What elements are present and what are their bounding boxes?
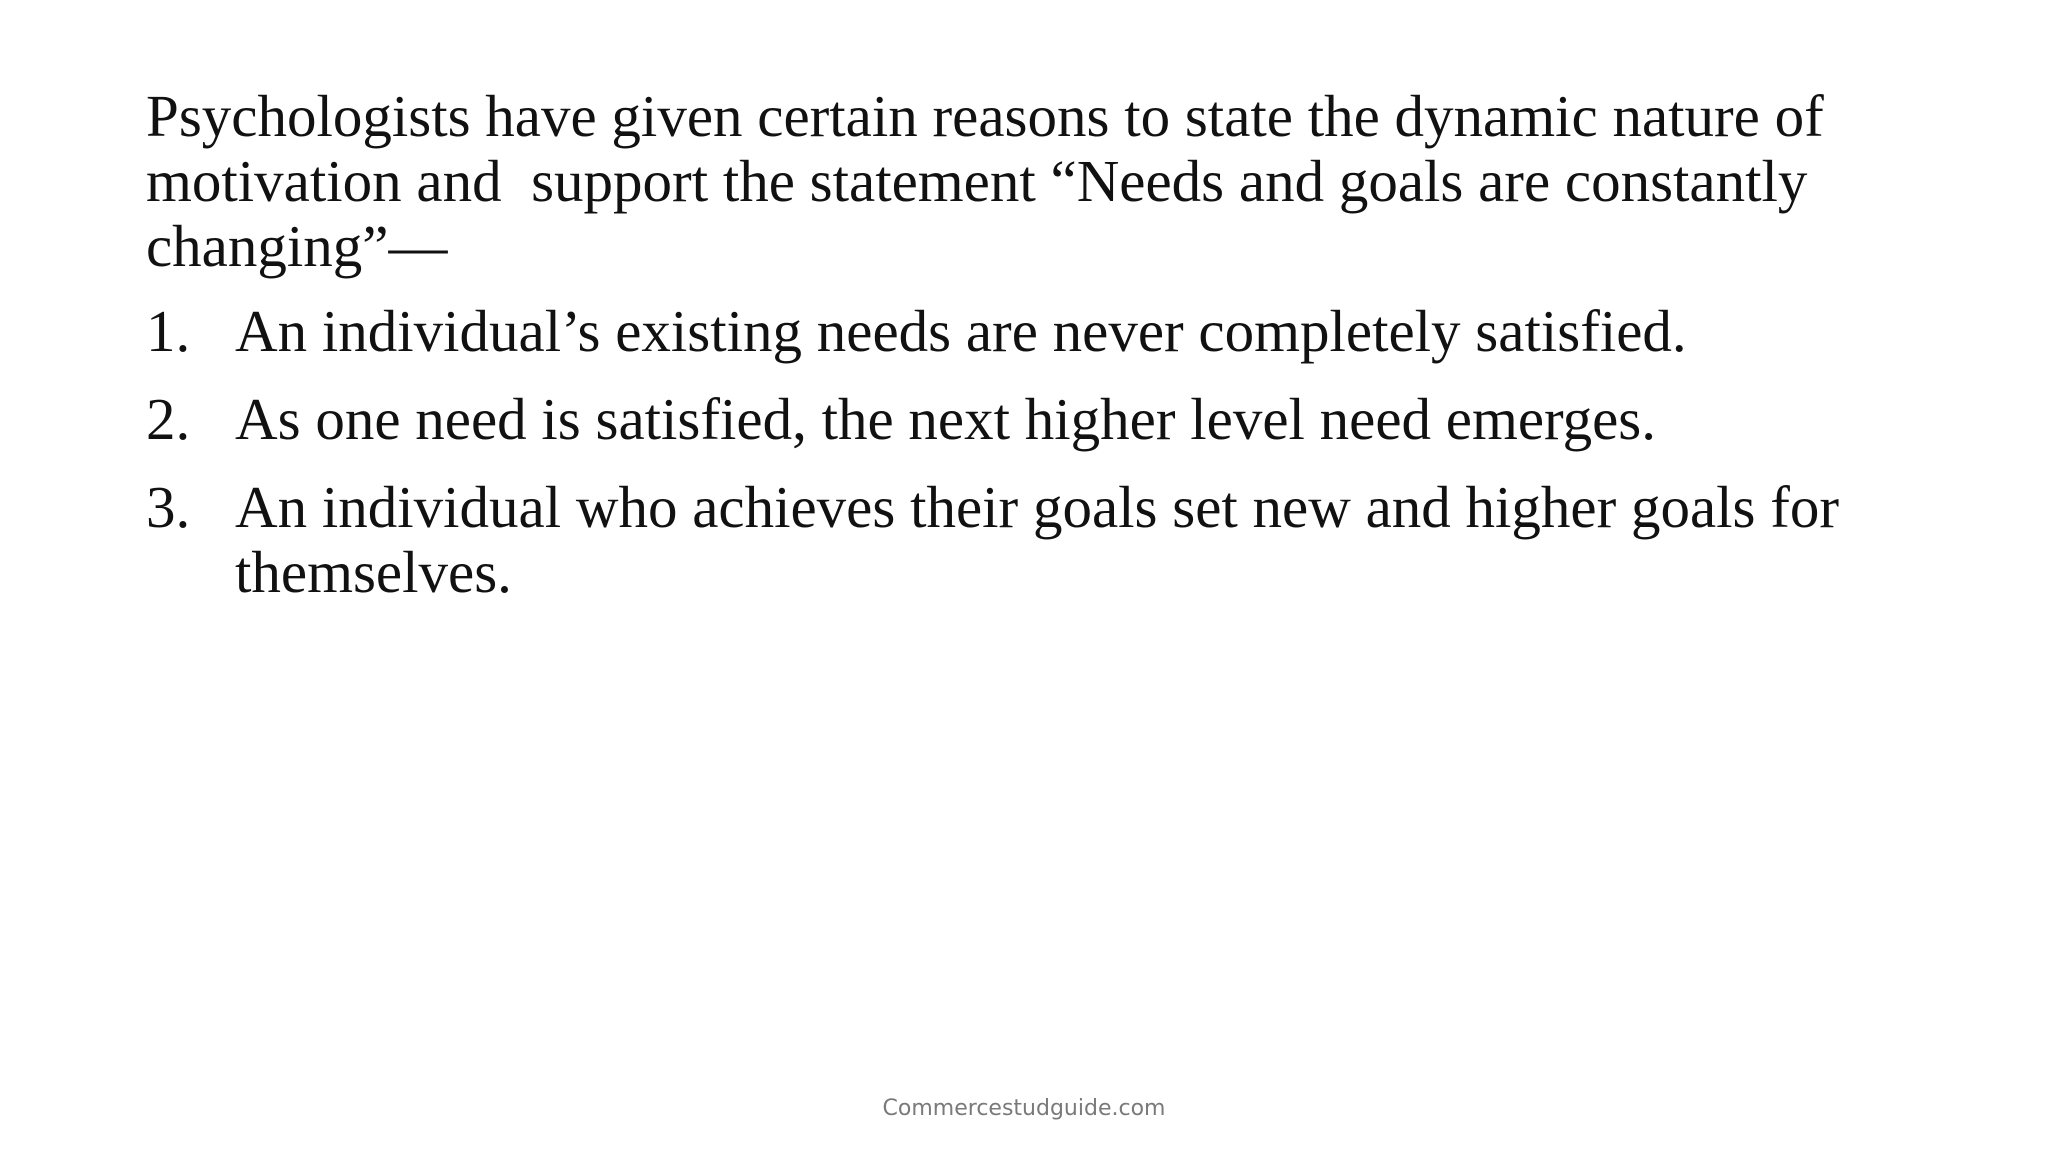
list-item (146, 299, 1906, 364)
list-item (146, 475, 1906, 605)
list-item-text: An individual who achieves their goals set new and higher goals for themselves. (235, 474, 1840, 605)
list-item-number: 2. (146, 386, 191, 452)
list-item-text: An individual’s existing needs are never completely satisfied. (235, 298, 1687, 364)
list-item (146, 387, 1906, 452)
intro-paragraph: Psychologists have given certain reasons to state the dynamic nature of motivation and support the statement “Needs and goals are constantly changing”— (146, 83, 1839, 279)
list-item-number: 3. (146, 474, 191, 540)
reasons-list (146, 299, 1906, 605)
list-item-text: As one need is satisfied, the next higher level need emerges. (235, 386, 1657, 452)
list-item-number: 1. (146, 298, 191, 364)
slide-content (146, 84, 1906, 628)
footer-watermark: Commercestudguide.com (882, 1096, 1166, 1121)
